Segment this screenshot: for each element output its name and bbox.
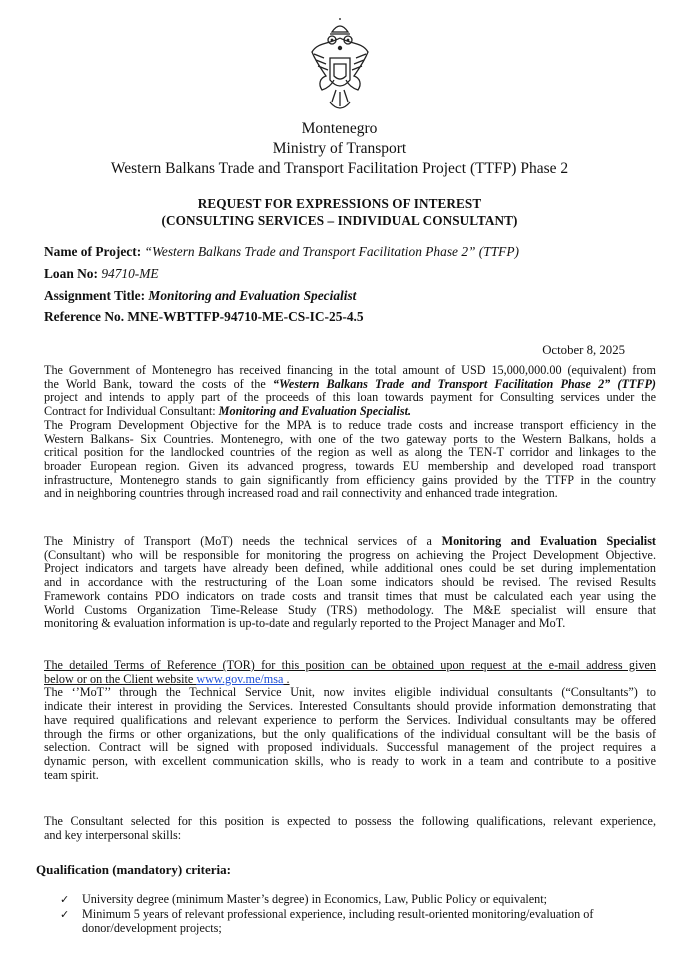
para1-line: broader European region. Given its advanced progress, towards EU membership and developed road transport [44, 458, 656, 473]
client-website-link[interactable]: www.gov.me/msa [196, 671, 284, 686]
para3-line: below or on the Client website www.gov.me/msa . [44, 671, 290, 686]
document-date: October 8, 2025 [542, 343, 625, 357]
para2-line: (Consultant) who will be responsible for monitoring the progress on achieving the Project Development Objective. [44, 547, 656, 562]
project-name-value: “Western Balkans Trade and Transport Facilitation Phase 2” (TTFP) [144, 244, 519, 259]
reference-row [44, 309, 364, 325]
para1-line: The Government of Montenegro has received financing in the total amount of USD 15,000,000.00 (equivalent) from [44, 363, 656, 377]
para3-line: The ‘’MoT’’ through the Technical Service Unit, now invites eligible individual consultants (“Consultants”) to [44, 685, 656, 700]
para1-line: the World Bank, toward the costs of the “Western Balkans Trade and Transport Facilitation Phase 2” (TTFP) [44, 376, 656, 391]
para2-line: The Ministry of Transport (MoT) needs the technical services of a Monitoring and Evaluation Specialist [44, 534, 656, 548]
para3-line: selection. Contract will be signed with proposed individuals. Successful management of the project requires a [44, 740, 656, 755]
loan-value: 94710-ME [101, 266, 159, 281]
para2-line: Framework contains PDO indicators on trade costs and transit times that must be calculated each year using the [44, 588, 656, 603]
reference-value: MNE-WBTTFP-94710-ME-CS-IC-25-4.5 [127, 309, 364, 324]
coat-of-arms-icon [308, 18, 372, 118]
para1-line: and in neighboring countries through increased road and rail connectivity and enhanced trade integration. [44, 486, 558, 501]
paragraph-services [44, 535, 656, 631]
paragraph-tor [44, 659, 656, 782]
para1-line: Contract for Individual Consultant: Monitoring and Evaluation Specialist. [44, 404, 412, 419]
title-line-1: REQUEST FOR EXPRESSIONS OF INTEREST [197, 196, 482, 211]
checkmark-icon: ✓ [60, 908, 70, 921]
project-name-label: Name of Project: [44, 244, 142, 259]
qualification-item-1: University degree (minimum Master’s degree) in Economics, Law, Public Policy or equivalent; [82, 892, 548, 906]
para3-line: The detailed Terms of Reference (TOR) for this position can be obtained upon request at the e-mail address given [44, 658, 656, 672]
para3-line: team spirit. [44, 767, 99, 782]
para2-line: monitoring & evaluation information is up-to-date and regularly reported to the Project Manager and MoT. [44, 616, 566, 631]
checkmark-icon: ✓ [60, 893, 70, 906]
para2-line: World Customs Organization Time-Release Study (TRS) methodology. The M&E specialist will ensure that [44, 602, 656, 617]
qualification-item-2: Minimum 5 years of relevant professional experience, including result-oriented monitoring/evaluation of donor/development projects; [82, 907, 594, 935]
reference-label: Reference No. [44, 309, 125, 324]
project-name-row [44, 244, 519, 260]
para3-line: indicate their interest in providing the Services. Interested Consultants should provide information demonstrating that [44, 699, 656, 714]
loan-label: Loan No: [44, 266, 98, 281]
para1-line: critical position for the landlocked countries of the region as well as along the TEN-T corridor and linkages to the [44, 445, 656, 460]
header-project: Western Balkans Trade and Transport Facilitation Project (TTFP) Phase 2 [110, 160, 569, 177]
assignment-row [44, 288, 356, 304]
para1-line: project and intends to apply part of the proceeds of this loan towards payment for Consulting services under the [44, 390, 656, 405]
para3-line: through the firms or other organizations, but the only qualifications of the individual consultant will be the basis of [44, 726, 656, 741]
loan-row [44, 266, 159, 282]
header-ministry: Ministry of Transport [272, 140, 407, 157]
paragraph-financing [44, 364, 656, 501]
title-line-2: (CONSULTING SERVICES – INDIVIDUAL CONSULTANT) [161, 213, 518, 228]
para3-line: have required qualifications and relevant experience to perform the Services. Individual consultants may be offered [44, 712, 656, 727]
qualifications-heading: Qualification (mandatory) criteria: [36, 862, 231, 877]
para4-line: The Consultant selected for this position is expected to possess the following qualifications, relevant experience, [44, 814, 656, 828]
para2-line: and in accordance with the restructuring of the Loan some indicators should be revised. The revised Results [44, 575, 656, 590]
header-country: Montenegro [301, 120, 378, 137]
para3-line: dynamic person, with excellent communication skills, who is ready to work in a team and contribute to a positive [44, 753, 656, 768]
assignment-value: Monitoring and Evaluation Specialist [148, 288, 357, 303]
assignment-label: Assignment Title: [44, 288, 146, 303]
paragraph-qualifications-intro [44, 815, 656, 842]
para2-line: Project indicators and targets have already been defined, while additional ones could be set during implementation [44, 561, 656, 576]
para1-line: The Program Development Objective for the MPA is to reduce trade costs and increase transport efficiency in the [44, 417, 656, 432]
para1-line: Western Balkans- Six Countries. Montenegro, with one of the two gateway ports to the Western Balkans, holds a [44, 431, 656, 446]
para1-line: infrastructure, Montenegro stands to gain significantly from efficiency gains provided by the TTFP in the country [44, 472, 656, 487]
para4-line: and key interpersonal skills: [44, 827, 182, 842]
